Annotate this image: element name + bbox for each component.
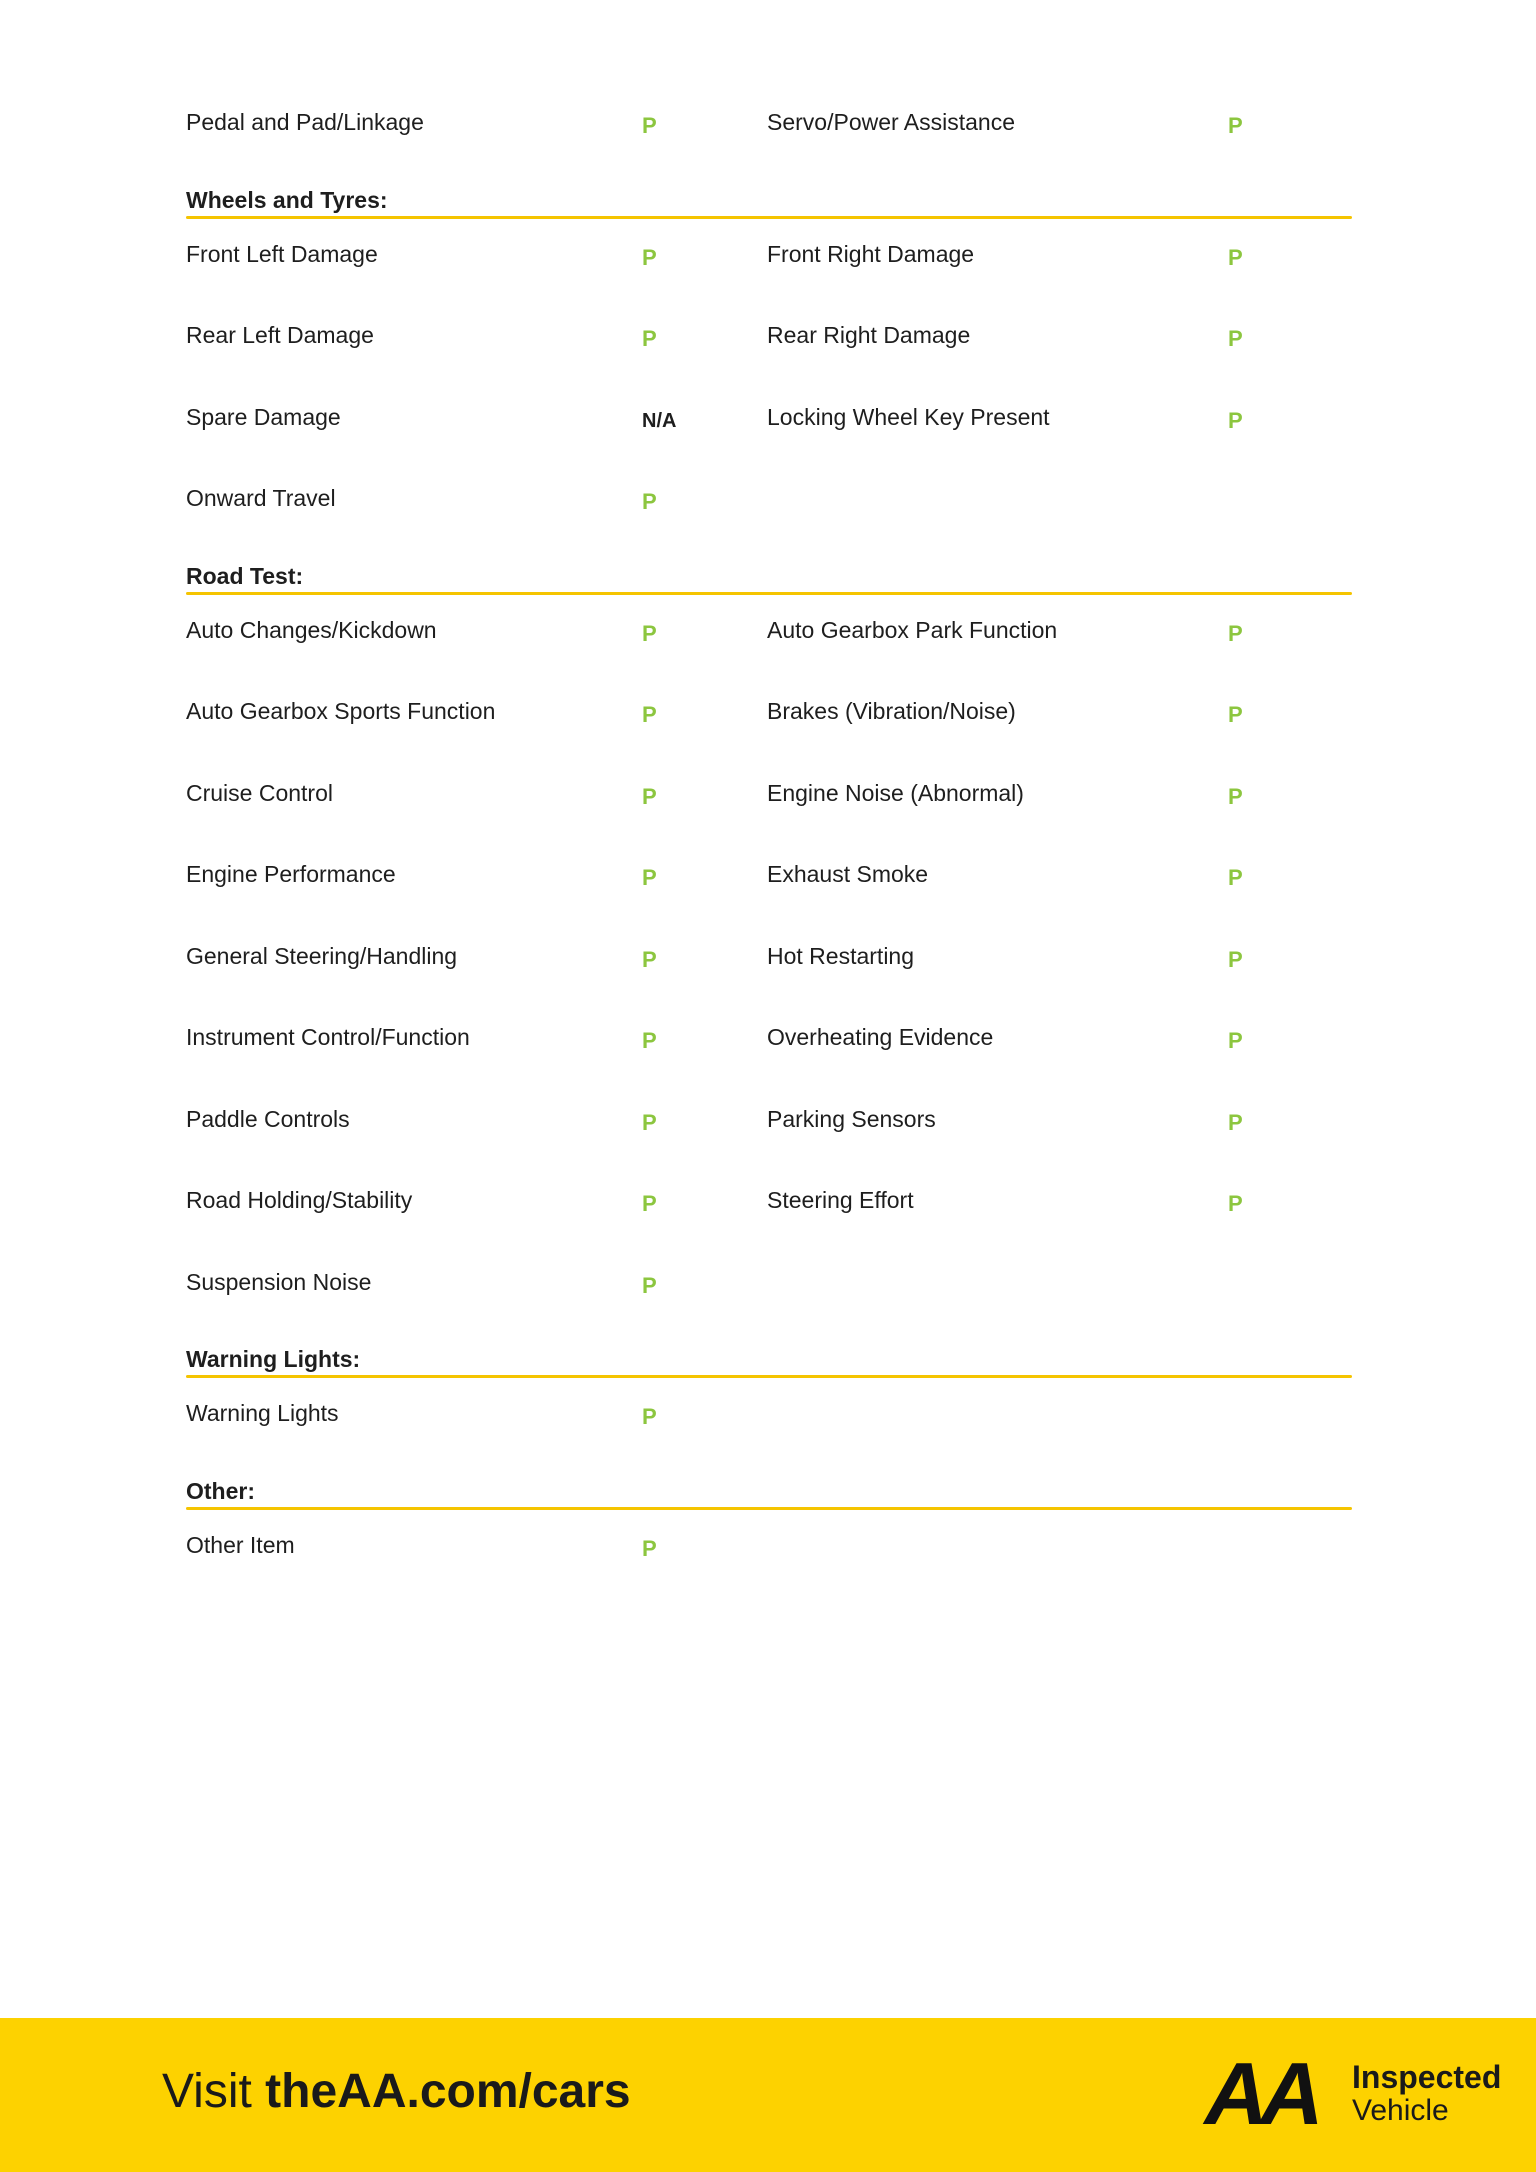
checklist-row [186, 612, 1352, 694]
aa-logo-icon [1200, 2054, 1320, 2134]
item-label: Other Item [186, 1531, 295, 1558]
checklist-row [186, 236, 1352, 318]
section-divider [186, 592, 1352, 595]
item-result: P [1228, 407, 1243, 433]
item-label: Front Left Damage [186, 240, 378, 267]
item-label: Onward Travel [186, 485, 336, 511]
checklist-row [186, 1527, 1352, 1609]
item-label: Auto Changes/Kickdown [186, 616, 437, 643]
item-result: P [1228, 946, 1243, 972]
item-label: General Steering/Handling [186, 942, 458, 969]
checklist-row [186, 1019, 1352, 1101]
item-label: Engine Performance [186, 861, 396, 887]
checklist-row [186, 775, 1352, 857]
section-title: Warning Lights: [186, 1346, 361, 1372]
item-label: Engine Noise (Abnormal) [767, 779, 1024, 806]
section-divider [186, 1375, 1352, 1378]
checklist-row [186, 480, 1352, 562]
item-label: Overheating Evidence [767, 1024, 994, 1050]
inspection-checklist [186, 104, 1352, 1608]
item-result: P [642, 489, 657, 514]
section-header [186, 562, 1352, 612]
item-result: P [642, 1535, 657, 1561]
item-result: P [1228, 702, 1243, 727]
item-label: Steering Effort [767, 1187, 914, 1213]
item-result: P [1228, 1109, 1243, 1135]
checklist-row [186, 1182, 1352, 1264]
section-header [186, 186, 1352, 236]
item-label: Paddle Controls [186, 1105, 350, 1132]
item-result: P [1228, 620, 1243, 646]
checklist-row [186, 1264, 1352, 1346]
item-label: Suspension Noise [186, 1268, 372, 1295]
checklist-row [186, 1101, 1352, 1183]
item-label: Exhaust Smoke [767, 861, 929, 887]
item-result: P [1228, 113, 1243, 138]
item-label: Road Holding/Stability [186, 1187, 413, 1213]
checklist-row [186, 104, 1352, 186]
checklist-row [186, 693, 1352, 775]
footer-visit-prefix: Visit [162, 2065, 252, 2118]
item-result: P [1228, 1191, 1243, 1216]
section-title: Wheels and Tyres: [186, 186, 388, 213]
item-result: P [642, 326, 657, 351]
checklist-row [186, 1395, 1352, 1477]
item-label: Spare Damage [186, 403, 341, 430]
item-result: P [642, 702, 657, 727]
item-result: P [642, 1109, 657, 1135]
footer-banner [0, 2018, 1536, 2172]
item-label: Rear Right Damage [767, 322, 971, 348]
aa-logo-text: AA [1204, 2054, 1316, 2134]
footer-visit-text [162, 2062, 631, 2122]
item-result: P [642, 1028, 657, 1053]
checklist-row [186, 938, 1352, 1020]
section-title: Other: [186, 1477, 255, 1504]
item-label: Auto Gearbox Park Function [767, 616, 1058, 643]
item-label: Instrument Control/Function [186, 1024, 470, 1050]
checklist-row [186, 856, 1352, 938]
item-result: P [1228, 783, 1243, 809]
item-label: Locking Wheel Key Present [767, 403, 1050, 430]
item-label: Parking Sensors [767, 1105, 936, 1132]
section-divider [186, 1507, 1352, 1510]
item-label: Servo/Power Assistance [767, 109, 1016, 135]
item-result: P [642, 865, 657, 890]
section-header [186, 1345, 1352, 1395]
item-result: P [642, 1191, 657, 1216]
item-result: P [642, 620, 657, 646]
item-label: Warning Lights [186, 1400, 339, 1426]
item-result: P [1228, 865, 1243, 890]
section-title: Road Test: [186, 562, 304, 589]
item-result: P [642, 783, 657, 809]
footer-brand [1352, 2060, 1501, 2128]
item-label: Brakes (Vibration/Noise) [767, 698, 1016, 724]
item-result: P [642, 1272, 657, 1298]
section-header [186, 1477, 1352, 1527]
checklist-row [186, 317, 1352, 399]
footer-url-link[interactable]: theAA.com/cars [265, 2065, 631, 2118]
section-divider [186, 216, 1352, 219]
item-result: P [1228, 1028, 1243, 1053]
item-result: P [1228, 244, 1243, 270]
item-result: P [642, 244, 657, 270]
item-label: Hot Restarting [767, 942, 915, 969]
item-label: Pedal and Pad/Linkage [186, 109, 424, 135]
item-result: P [642, 946, 657, 972]
item-label: Front Right Damage [767, 240, 975, 267]
item-label: Auto Gearbox Sports Function [186, 698, 496, 724]
item-result: N/A [642, 409, 677, 432]
footer-brand-line2: Vehicle [1352, 2094, 1449, 2127]
footer-brand-line1: Inspected [1352, 2059, 1502, 2095]
item-result: P [642, 1404, 657, 1429]
item-result: P [642, 113, 657, 138]
item-result: P [1228, 326, 1243, 351]
checklist-row [186, 399, 1352, 481]
item-label: Rear Left Damage [186, 322, 374, 348]
item-label: Cruise Control [186, 779, 333, 806]
